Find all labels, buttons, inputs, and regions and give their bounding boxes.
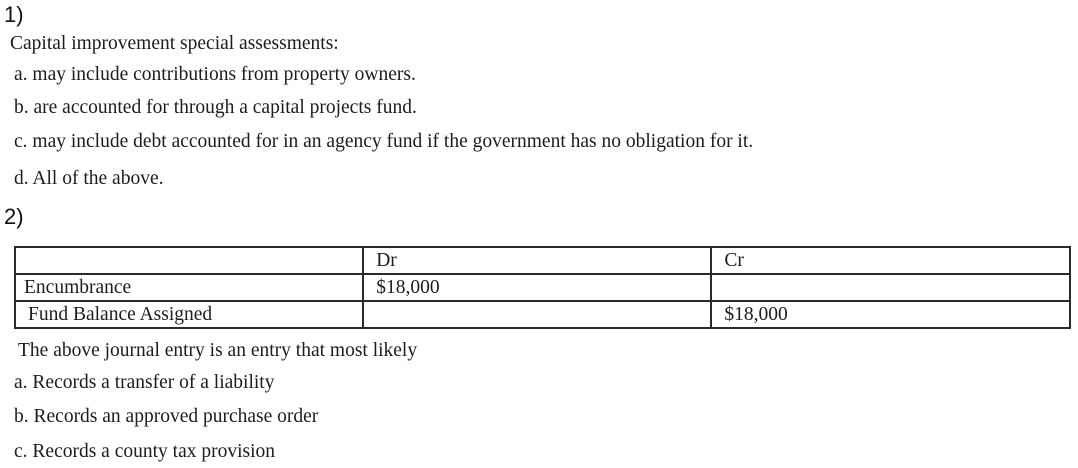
table-header-row bbox=[15, 247, 1070, 274]
question-2-option-b: b. Records an approved purchase order bbox=[14, 406, 319, 427]
question-1-option-c: c. may include debt accounted for in an agency fund if the government has no obligation for it. bbox=[14, 131, 754, 152]
row-2-cr: $18,000 bbox=[711, 301, 1070, 328]
row-2-dr bbox=[363, 301, 711, 328]
table-row bbox=[15, 274, 1070, 301]
row-1-cr bbox=[711, 274, 1070, 301]
header-cr: Cr bbox=[711, 247, 1070, 274]
header-account bbox=[15, 247, 363, 274]
question-1-option-a: a. may include contributions from property owners. bbox=[14, 64, 416, 85]
question-2-stem: The above journal entry is an entry that most likely bbox=[18, 340, 418, 361]
question-1-option-d: d. All of the above. bbox=[14, 168, 164, 189]
row-2-account: Fund Balance Assigned bbox=[15, 301, 363, 328]
header-dr: Dr bbox=[363, 247, 711, 274]
question-1-option-b: b. are accounted for through a capital projects fund. bbox=[14, 97, 417, 118]
question-2-option-c: c. Records a county tax provision bbox=[14, 441, 276, 462]
row-1-dr: $18,000 bbox=[363, 274, 711, 301]
question-2-number: 2) bbox=[4, 204, 24, 229]
question-2-option-a: a. Records a transfer of a liability bbox=[14, 372, 275, 393]
question-1-stem: Capital improvement special assessments: bbox=[10, 33, 339, 54]
table-row bbox=[15, 301, 1070, 328]
journal-entry-table bbox=[14, 246, 1071, 329]
question-1-number: 1) bbox=[4, 2, 24, 27]
row-1-account: Encumbrance bbox=[15, 274, 363, 301]
